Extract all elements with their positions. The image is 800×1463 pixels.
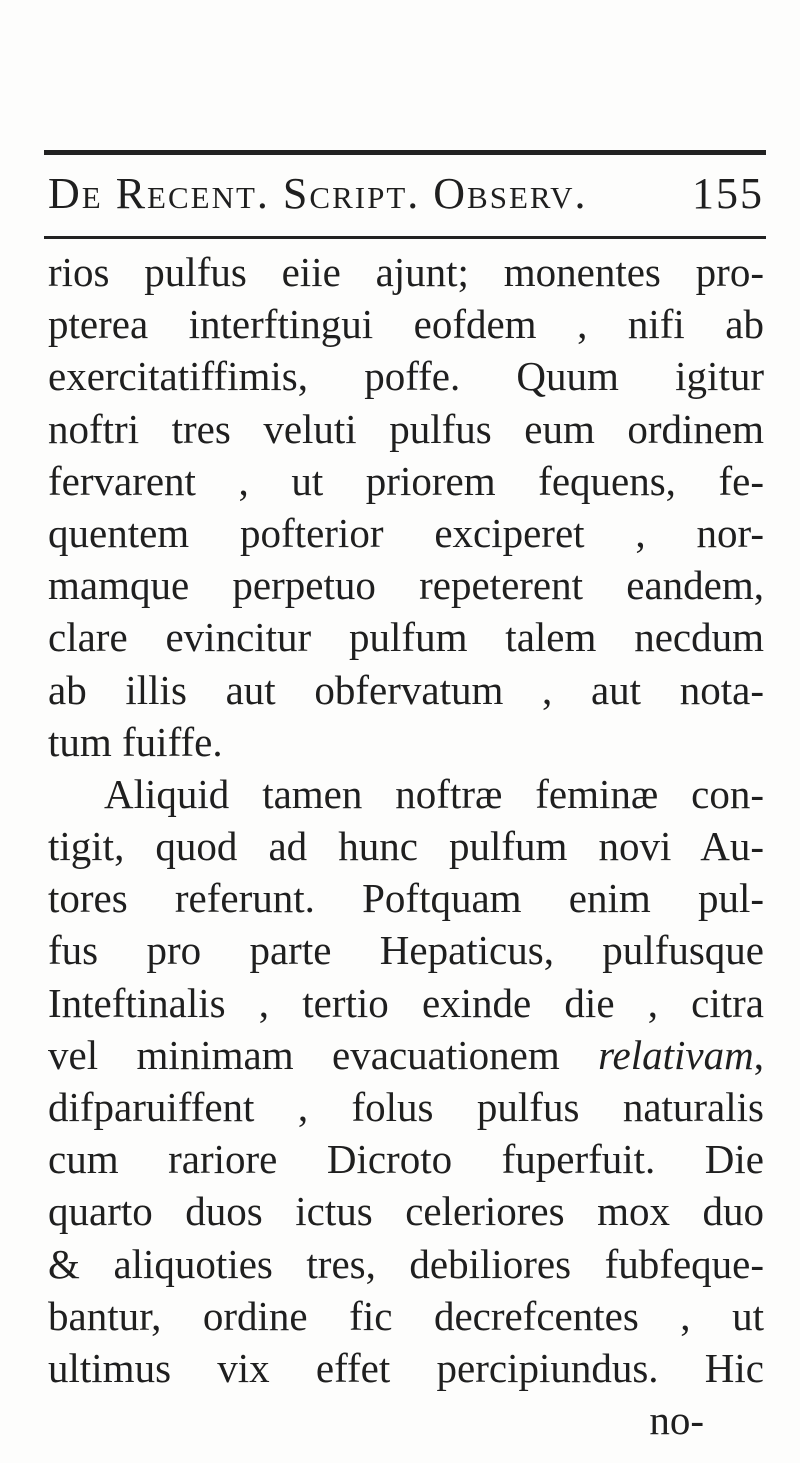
text-line: Inteftinalis , tertio exinde die , citra bbox=[48, 979, 764, 1026]
text-line bbox=[48, 1029, 764, 1081]
text-line: tigit, quod ad hunc pulfum novi Au- bbox=[48, 823, 764, 870]
italic-term: relativam bbox=[598, 1031, 754, 1078]
text-line: pterea interftingui eofdem , nifi ab bbox=[48, 301, 764, 348]
text-line: fus pro parte Hepaticus, pulfusque bbox=[48, 927, 764, 974]
text-line: exercitatiffimis, poffe. Quum igitur bbox=[48, 353, 764, 400]
text-line: clare evincitur pulfum talem necdum bbox=[48, 614, 764, 661]
text-line: ultimus vix effet percipiundus. Hic bbox=[48, 1344, 764, 1391]
text-run: , bbox=[753, 1031, 764, 1078]
text-run: vel minimam evacuationem bbox=[48, 1031, 599, 1078]
text-line: quentem pofterior exciperet , nor- bbox=[48, 509, 764, 556]
text-line: rios pulfus eiie ajunt; monentes pro- bbox=[48, 249, 764, 295]
text-line: bantur, ordine fic decrefcentes , ut bbox=[48, 1292, 764, 1339]
running-header bbox=[48, 160, 764, 226]
text-line: mamque perpetuo repeterent eandem, bbox=[48, 562, 764, 609]
text-line: cum rariore Dicroto fuperfuit. Die bbox=[48, 1136, 764, 1183]
text-line: tores referunt. Poftquam enim pul- bbox=[48, 875, 764, 922]
text-line: ab illis aut obfervatum , aut nota- bbox=[48, 666, 764, 713]
text-line: & aliquoties tres, debiliores fubfeque- bbox=[48, 1240, 764, 1287]
text-line: difparuiffent , folus pulfus naturalis bbox=[48, 1084, 764, 1130]
running-title: De Recent. Script. Observ. bbox=[48, 168, 588, 218]
text-line: tum fuiffe. bbox=[48, 718, 223, 765]
body-text bbox=[48, 246, 764, 1446]
page-number: 155 bbox=[692, 168, 764, 218]
text-line: noftri tres veluti pulfus eum ordinem bbox=[48, 405, 764, 452]
text-line: quarto duos ictus celeriores mox duo bbox=[48, 1188, 764, 1235]
catchword: no- bbox=[649, 1397, 704, 1444]
text-line: fervarent , ut priorem fequens, fe- bbox=[48, 457, 764, 504]
header-rule-bottom bbox=[44, 236, 766, 239]
header-rule-top bbox=[44, 150, 766, 155]
text-line: Aliquid tamen noftræ feminæ con- bbox=[104, 770, 764, 817]
